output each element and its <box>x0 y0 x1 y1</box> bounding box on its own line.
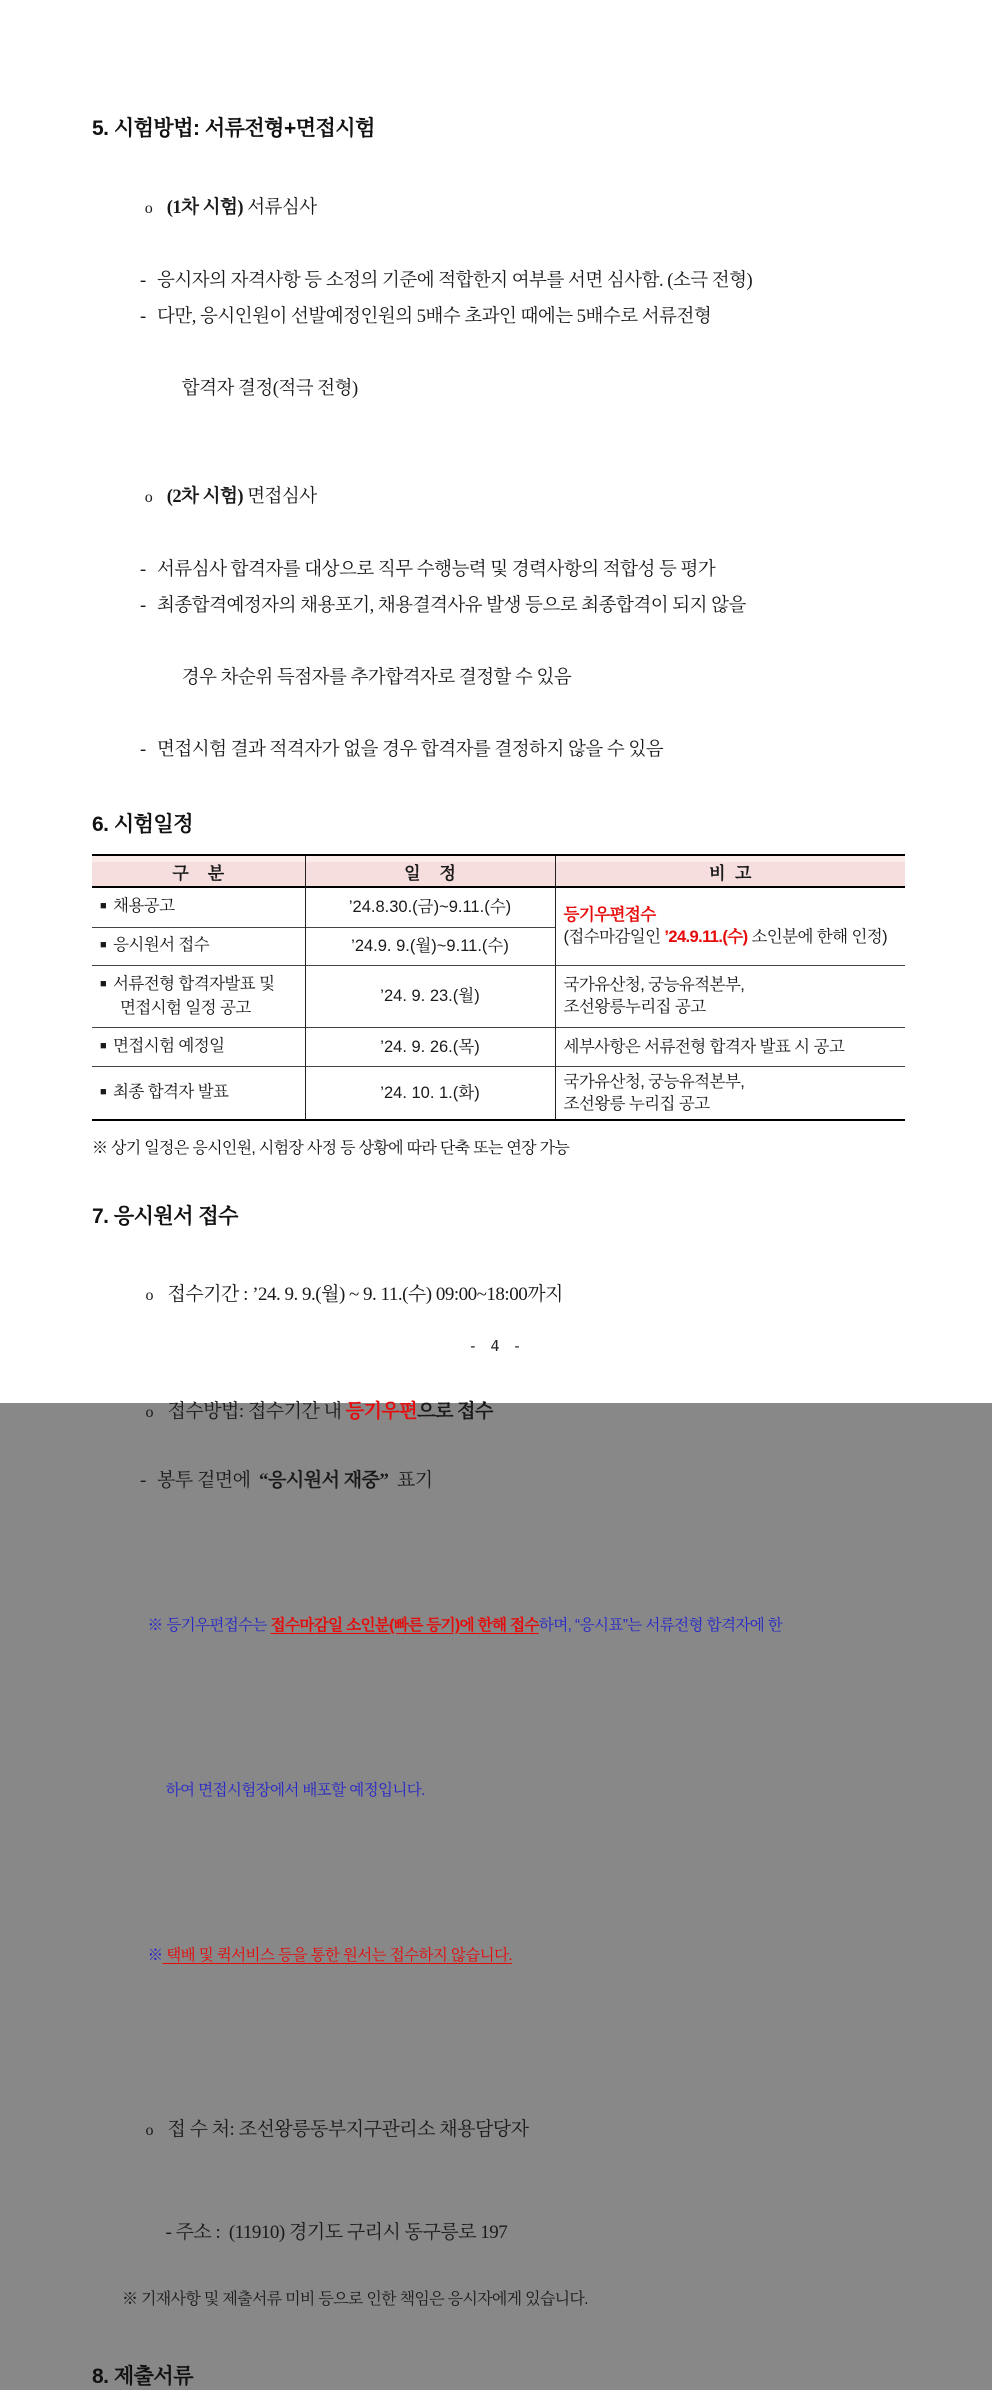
section-exam-method <box>92 112 905 768</box>
dash-bullet: - <box>140 1469 146 1491</box>
envelope-text-bold: “응시원서 재중” <box>259 1469 389 1491</box>
office-address <box>140 2182 905 2284</box>
subitem-text: 면접시험 결과 적격자가 없을 경우 합격자를 결정하지 않을 수 있음 <box>157 740 664 760</box>
row-label: 최종 합격자 발표 <box>113 1082 229 1101</box>
warning-deadline: 접수마감일 소인분(빠른 등기)에 한해 접수 <box>270 1616 539 1634</box>
row-label: 응시원서 접수 <box>113 936 210 954</box>
row-note-cell: 세부사항은 서류전형 합격자 발표 시 공고 <box>555 1027 905 1066</box>
list-subitem <box>140 299 905 335</box>
note-text: 조선왕릉 누리집 공고 <box>563 1094 710 1113</box>
section-documents <box>92 2360 905 2390</box>
ref-mark: ※ <box>147 1946 163 1964</box>
office-text: 접 수 처: 조선왕릉동부지구관리소 채용담당자 <box>167 2118 529 2140</box>
table-row <box>92 887 905 927</box>
row-label: 채용공고 <box>113 897 175 916</box>
square-bullet: ■ <box>100 1039 107 1052</box>
section7-title: 7. 응시원서 접수 <box>92 1204 238 1228</box>
list-item-second-exam <box>120 443 905 552</box>
envelope-text-post: 표기 <box>388 1469 433 1491</box>
period-text: 접수기간 : ’24. 9. 9.(월) ~ 9. 11.(수) 09:00~18:00까지 <box>167 1283 563 1305</box>
row-note-cell-merged <box>555 887 905 965</box>
list-subitem <box>140 732 905 768</box>
square-bullet: ■ <box>100 939 107 951</box>
dash-bullet: - <box>140 740 146 760</box>
row-label-cell <box>92 1066 305 1120</box>
warning-text: 하여 면접시험장에서 배포할 예정입니다. <box>165 1781 425 1799</box>
first-exam-label: (1차 시험) <box>166 198 244 218</box>
schedule-footnote: ※ 상기 일정은 응시인원, 시험장 사정 등 상황에 따라 단축 또는 연장 가능 <box>92 1139 570 1157</box>
subitem-text: 합격자 결정(적극 전형) <box>181 379 358 399</box>
circle-bullet: o <box>144 200 153 217</box>
list-subitem-continuation <box>157 624 905 732</box>
second-exam-text: 면접심사 <box>243 487 317 507</box>
subitem-text: 경우 차순위 득점자를 추가합격자로 결정할 수 있음 <box>181 668 572 688</box>
row-label-cell <box>92 965 305 1027</box>
row-schedule-cell: ’24. 9. 23.(월) <box>305 965 555 1027</box>
square-bullet: ■ <box>100 1085 107 1098</box>
registered-mail-warning <box>118 1576 905 1675</box>
schedule-table <box>92 854 905 1121</box>
envelope-text <box>157 1464 433 1498</box>
row-note-cell <box>555 965 905 1027</box>
section-application <box>92 1200 905 2316</box>
list-subitem <box>140 263 905 299</box>
section6-title: 6. 시험일정 <box>92 813 193 836</box>
list-subitem <box>140 552 905 588</box>
row-label-cell <box>92 927 305 965</box>
application-period <box>120 1244 905 1347</box>
courier-warning <box>118 1906 905 2005</box>
row-label-cell <box>92 887 305 927</box>
square-bullet: ■ <box>100 900 107 913</box>
header-division: 구 분 <box>92 855 305 887</box>
circle-bullet: o <box>145 1403 153 1421</box>
method-text: 접수방법: 접수기간 내 <box>167 1400 346 1422</box>
application-method <box>120 1361 905 1464</box>
row-label: 면접시험 예정일 <box>113 1036 225 1055</box>
row-label-line2: 면접시험 일정 공고 <box>120 999 251 1017</box>
registered-mail-warning-line2 <box>136 1741 905 1840</box>
note-text: 국가유산청, 궁능유적본부, <box>563 976 745 994</box>
first-exam-text: 서류심사 <box>243 198 317 218</box>
list-subitem-continuation <box>157 335 905 443</box>
row-schedule-cell: ’24. 10. 1.(화) <box>305 1066 555 1120</box>
section8-title: 8. 제출서류 <box>92 2364 193 2388</box>
header-note: 비 고 <box>555 855 905 887</box>
warning-text: 등기우편접수는 <box>162 1616 271 1634</box>
method-registered-mail: 등기우편 <box>345 1400 418 1422</box>
row-schedule-cell: ’24.8.30.(금)~9.11.(수) <box>305 887 555 927</box>
note-text: 소인분에 한해 인정) <box>747 928 888 947</box>
responsibility-note: ※ 기재사항 및 제출서류 미비 등으로 인한 책임은 응시자에게 있습니다. <box>122 2290 588 2308</box>
subitem-text: 다만, 응시인원이 선발예정인원의 5배수 초과인 때에는 5배수로 서류전형 <box>157 307 712 327</box>
page-number: - 4 - <box>468 1337 524 1355</box>
circle-bullet: o <box>145 1286 153 1304</box>
table-row <box>92 1027 905 1066</box>
circle-bullet: o <box>145 2121 153 2139</box>
ref-mark: ※ <box>147 1616 163 1634</box>
table-header-row <box>92 855 905 887</box>
square-bullet: ■ <box>100 978 107 990</box>
dash-bullet: - <box>140 307 146 327</box>
table-row <box>92 1066 905 1120</box>
row-note-cell <box>555 1066 905 1120</box>
section5-title: 5. 시험방법: 서류전형+면접시험 <box>92 117 375 140</box>
table-row <box>92 965 905 1027</box>
dash-bullet: - <box>140 560 146 580</box>
note-text: 조선왕릉누리집 공고 <box>563 998 706 1016</box>
second-exam-label: (2차 시험) <box>166 487 244 507</box>
address-text: 주소 : (11910) 경기도 구리시 동구릉로 197 <box>175 2221 508 2243</box>
circle-bullet: o <box>144 489 153 506</box>
registered-mail-note-title: 등기우편접수 <box>563 906 656 925</box>
envelope-marking <box>140 1464 905 1498</box>
row-schedule-cell: ’24.9. 9.(월)~9.11.(수) <box>305 927 555 965</box>
dash-bullet: - <box>140 271 146 291</box>
envelope-text-pre: 봉투 겉면에 <box>157 1469 260 1491</box>
method-text: 으로 접수 <box>417 1400 493 1422</box>
dash-bullet: - <box>140 596 146 616</box>
receiving-office <box>120 2079 905 2182</box>
row-schedule-cell: ’24. 9. 26.(목) <box>305 1027 555 1066</box>
header-schedule: 일 정 <box>305 855 555 887</box>
mail-notes <box>92 1510 905 2071</box>
row-label: 서류전형 합격자발표 및 <box>113 975 275 993</box>
subitem-text: 최종합격예정자의 채용포기, 채용결격사유 발생 등으로 최종합격이 되지 않을 <box>157 596 746 616</box>
subitem-text: 응시자의 자격사항 등 소정의 기준에 적합한지 여부를 서면 심사함. (소극 전형) <box>157 271 753 291</box>
section-exam-schedule <box>92 808 905 1158</box>
list-subitem <box>140 588 905 624</box>
registered-mail-note-body <box>564 926 898 948</box>
dash-bullet: - <box>165 2221 172 2243</box>
subitem-text: 서류심사 합격자를 대상으로 직무 수행능력 및 경력사항의 적합성 등 평가 <box>157 560 716 580</box>
courier-warning-text: 택배 및 퀵서비스 등을 통한 원서는 접수하지 않습니다. <box>162 1946 513 1964</box>
note-deadline-date: ’24.9.11.(수) <box>664 928 748 947</box>
list-item-first-exam <box>120 154 905 263</box>
row-label-cell <box>92 1027 305 1066</box>
note-text: 국가유산청, 궁능유적본부, <box>563 1072 745 1091</box>
warning-text: 하며, “응시표”는 서류전형 합격자에 한 <box>538 1616 783 1634</box>
note-text: (접수마감일인 <box>563 928 665 947</box>
